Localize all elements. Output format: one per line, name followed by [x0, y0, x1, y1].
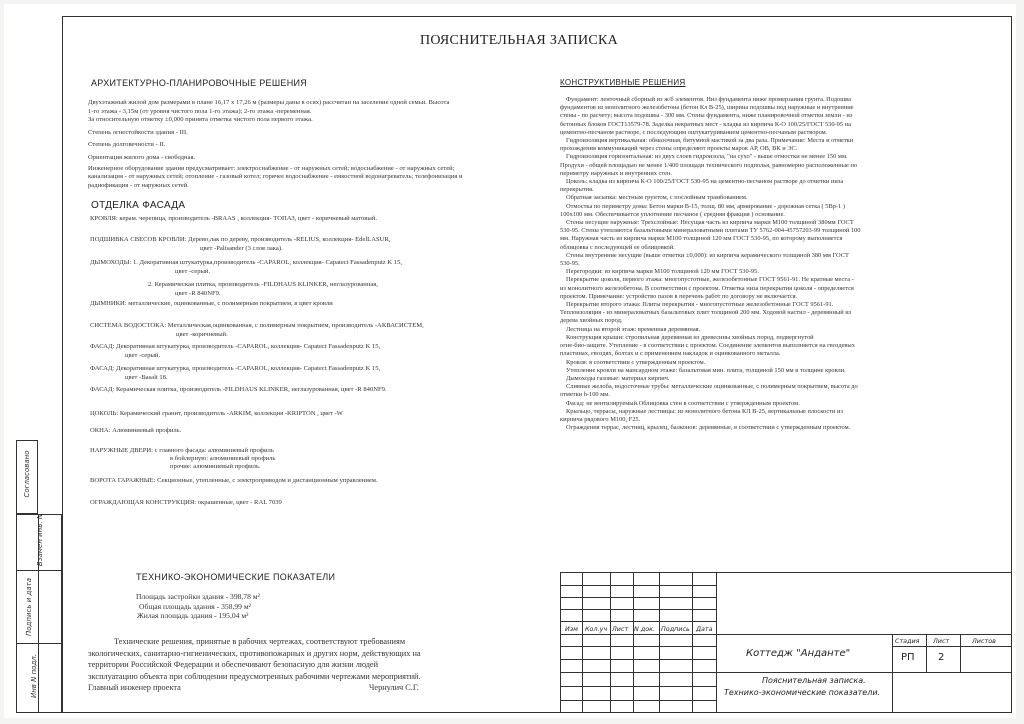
side-label-soglasovano: Согласовано [23, 450, 31, 498]
side-divider [16, 643, 62, 644]
constructive-line: Цоколь: кладка из кирпича К-О 100/25/ГОСТ 530-95 на цементно-песчаном растворе до отметки низа [566, 178, 844, 186]
arch-line: За относительную отметку ±0,000 принята отметка чистого пола первого этажа. [88, 116, 313, 124]
stage-value: РП [901, 652, 915, 663]
facade-plaster-2: ФАСАД: Декоративная штукатурка, производитель -CAPAROL, коллекция- Capatect Fassadenputz K 15, [90, 365, 381, 372]
stamp-line [633, 572, 634, 713]
stamp-line [692, 572, 693, 713]
stamp-line [716, 572, 717, 713]
arch-line: канализация - от наружных сетей; отопление - газовый котел; горячее водоснабжение - емкостной водонагреватель; телефонизация и [88, 173, 463, 181]
constructive-line: Ограждения террас, лестниц, крылец, балконов: деревянные, в соответствии с утвержденным проектом. [566, 424, 851, 432]
constructive-line: Лестница на второй этаж: временная деревянная. [566, 325, 701, 333]
facade-fence: ОГРАЖДАЮЩАЯ КОНСТРУКЦИЯ: окрашенные, цвет - RAL 7039 [90, 499, 282, 506]
facade-plaster-1: ФАСАД: Декоративная штукатурка, производитель -CAPAROL, коллекция- Capatect Fassadenputz K 15, [90, 343, 381, 350]
constructive-line: Теплоизоляция - из минераловатных базальтовых плит толщиной 200 мм. Ходовой настил - деревянный из [560, 309, 852, 317]
arch-line: Ориентация жилого дома - свободная. [88, 153, 196, 161]
constructive-line: Обратная засыпка: местным грунтом, с послойным трамбованием. [566, 194, 748, 202]
stamp-col-izm: Изм [565, 625, 578, 633]
stage-header: Стадия [895, 637, 920, 645]
tep-living-area: Жилая площадь здания - 195,04 м² [137, 611, 249, 621]
stamp-col-ndok: N док. [634, 625, 656, 633]
facade-doors-boiler: в бойлерную: алюминиевый профиль [170, 455, 276, 462]
statement-line: Технические решения, принятые в рабочих чертежах, соответствуют требованиям [114, 637, 406, 646]
stamp-line [610, 572, 611, 713]
constructive-line: Кровля: в соответствии с утвержденным проектом. [566, 358, 706, 366]
statement-line: экологических, санитарно-гигиенических, противопожарных и других норм, действующих на [88, 648, 421, 658]
constructive-line: Утепление кровли на мансардном этаже: базальтовая мин. плита, толщиной 150 мм в толщине кровли. [566, 366, 846, 374]
stamp-line [926, 634, 927, 672]
constructive-text [560, 96, 1000, 432]
document-title: ПОЯСНИТЕЛЬНАЯ ЗАПИСКА [420, 33, 619, 48]
constructive-line: 530-95. Стены утепляются базальтовыми минераловатными плитами ТУ 5762-004-45757203-99 толщиной 100 [560, 227, 861, 235]
stamp-col-podpis: Подпись [661, 625, 690, 633]
stamp-col-list: Лист [612, 625, 629, 633]
constructive-line: перекрытия. [560, 186, 594, 194]
constructive-line: дерева хвойных пород. [560, 317, 623, 325]
constructive-line: периметру наружных и внутренних стен. [560, 169, 673, 177]
constructive-line: Перекрытие цоколя, первого этажа: многопустотные, железобетонные ГОСТ 9561-91. Не кратные места - [566, 276, 854, 284]
side-label-podpis: Подпись и дата [25, 578, 33, 636]
side-divider [16, 570, 62, 571]
constructive-line: облицовка с последующей ее облицовкой. [560, 243, 675, 251]
constructive-line: Стены внутренние несущие (выше отметки ±0,000): из кирпича керамического толщиной 380 мм ГОСТ [566, 251, 849, 259]
sheet-description-2: Технико-экономические показатели. [724, 688, 881, 697]
sheets-header: Листов [972, 637, 996, 645]
arch-line: Степень долговечности - II. [88, 141, 166, 149]
facade-doors-other: прочие: алюминиевый профиль. [170, 463, 261, 470]
constructive-line: цементно-песчаном растворе, с последующим оштукатуриванием цементно-песчаным раствором. [560, 128, 828, 136]
statement-line: территории Российской Федерации и обеспечивают безопасную для жизни людей [88, 660, 379, 670]
constructive-line: Фасад: не вентилируемый.Облицовка стен в соответствии с утвержденным проектом. [566, 399, 800, 407]
constructive-line: из монолитного железобетона. В соответствии с проектом. Отметка низа перекрытия цоколя - определяется [560, 284, 854, 292]
sheet-value: 2 [938, 652, 945, 663]
constructive-line: огне-био-защите. Утепление - в соответствии с проектом. Соединение элементов выполняется на гвоздевых [560, 342, 855, 350]
facade-tile: ФАСАД: Керамическая плитка, производитель -FILDHAUS KLINKER, неглазурованная, цвет -R 840NF9. [90, 386, 387, 393]
stamp-line [659, 572, 660, 713]
constructive-line: Перекрытие второго этажа: Плиты перекрытия - многопустотные железобетонные ГОСТ 9561-91. [566, 301, 834, 309]
facade-eaves: ПОДШИВКА СВЕСОВ КРОВЛИ: Дерево,лак по дереву, производитель -RELIUS, коллекция- EdelLASUR, [90, 236, 391, 243]
statement-line: эксплуатацию объекта при соблюдении предусмотренных рабочими чертежами мероприятий. [88, 671, 421, 681]
arch-line: Двухэтажный жилой дом размерами в плане 16,17 х 17,26 м (размеры даны в осях) рассчитан на заселение одной семьи. Высота [88, 99, 450, 106]
facade-smokers: ДЫМНИКИ: металлические, оцинкованные, с полимерным покрытием, в цвет кровли [90, 300, 333, 307]
constructive-line: Фундамент: ленточный сборный из ж/б элементов. Низ фундамента ниже промерзания грунта. Подошва [566, 96, 851, 103]
constructive-line: Отмостка по периметру дома: Бетон марки В-15, толщ. 80 мм, армирование - дорожная сетка ( 5Вр-1 ) [566, 202, 845, 210]
constructive-line: Крыльцо, террасы, наружные лестницы: из монолитного бетона КЛ В-25, вертикальные плоскости из [566, 407, 843, 415]
sheet-description-1: Пояснительная записка. [762, 676, 866, 685]
constructive-line: Гидроизоляция вертикальная: обмазочная, битумной мастикой за два раза. Примечание: Места и отметки [566, 137, 854, 145]
arch-line: Степень огнестойкости здания - III. [88, 128, 188, 136]
arch-line: Инженерное оборудование здания предусматривает: электроснабжение - от наружных сетей; водоснабжение - от наружных сетей; [88, 164, 455, 172]
facade-heading: ОТДЕЛКА ФАСАДА [91, 200, 186, 211]
arch-line: радиофикация - от наружных сетей. [88, 181, 189, 189]
facade-plaster-2-color: цвет -Basalt 18. [125, 374, 168, 381]
side-label-inv: Инв N подл. [30, 653, 38, 699]
stamp-line [892, 646, 1012, 647]
facade-chimney-color: цвет -серый. [175, 268, 211, 275]
engineer-label: Главный инженер проекта [88, 683, 181, 693]
constructive-line: стены - по расчету; высота подошвы - 300 мм. Стены фундамента, ниже планировочной отметки земли - из [560, 112, 853, 120]
constructive-line: фундаментов из монолитного железобетона (бетон Кл В-25), ширина подошвы под наружные и внутренние [560, 104, 854, 112]
facade-chimney-tile: 2. Керамическая плитка, производитель -FILDHAUS KLINKER, неглазурованная, [148, 281, 378, 288]
arch-heading: АРХИТЕКТУРНО-ПЛАНИРОВОЧНЫЕ РЕШЕНИЯ [91, 78, 308, 88]
stamp-line [716, 634, 1012, 635]
stamp-col-data: Дата [696, 625, 713, 633]
tep-list [137, 592, 260, 621]
stamp-line [960, 634, 961, 672]
constructive-line: Стены несущие наружные: Трехслойные: Несущая часть из кирпича марки М100 толщиной 380мм ГОСТ [566, 219, 854, 227]
facade-plinth: ЦОКОЛЬ: Керамический гранит, производитель -ARKIM, коллекция -KRIPTON , цвет -W [90, 410, 343, 417]
arch-line: 1-го этажа - 3,15м (от уровня чистого пола 1-го этажа); 2-го этажа -переменная. [88, 107, 312, 115]
facade-plaster-1-color: цвет -серый. [125, 352, 161, 359]
stamp-line [582, 572, 583, 713]
stamp-line [560, 672, 1012, 673]
constructive-line: мм. Наружная часть из кирпича марки М100 толщиной 120 мм ГОСТ 530-95, по которому выполняется [560, 235, 843, 243]
facade-garage: ВОРОТА ГАРАЖНЫЕ: Секционные, утепленные, с электроприводом и дистанционным управлением. [90, 477, 378, 484]
sheet-header: Лист [933, 637, 950, 645]
tep-total-area: Общая площадь здания - 358,99 м² [139, 601, 251, 611]
constructive-line: Перегородки: из кирпича марки М100 толщиной 120 мм ГОСТ 530-95. [566, 268, 759, 276]
stamp-line [560, 572, 561, 713]
constructive-line: Гидроизоляция горизонтальная: из двух слоев гидроизола, "на сухо" - выше отмостки не менее 150 мм. [566, 153, 848, 161]
constructive-line: проектом. Примечание: устройство пазов в перечень работ по договору не включается. [560, 292, 798, 300]
facade-chimney: ДЫМОХОДЫ: 1. Декоративная штукатурка,производитель -CAPAROL, коллекция- Capatect Fassadenputz K 15, [90, 259, 403, 266]
facade-doors: НАРУЖНЫЕ ДВЕРИ: с главного фасада: алюминиевый профиль [90, 447, 274, 454]
constructive-line: 100х100 мм. Обеспечивается уплотнение песчаное ( средняя фракция ) основание. [560, 210, 785, 218]
tep-heading: ТЕХНИКО-ЭКОНОМИЧЕСКИЕ ПОКАЗАТЕЛИ [136, 572, 336, 582]
constructive-heading: КОНСТРУКТИВНЫЕ РЕШЕНИЯ [560, 78, 686, 87]
facade-roof: КРОВЛЯ: керам. черепица, производитель -BRAAS , коллекция- ТОПАЗ, цвет - коричневый матовый. [90, 215, 378, 222]
constructive-line: прохождения коммуникаций через стены определяют проекты марок АР, ОВ, ВК и ЭС. [560, 145, 798, 153]
constructive-line: Сливные желоба, водосточные трубы: металлические оцинкованные, с полимерным покрытием, высота до [566, 383, 858, 391]
constructive-line: отметки h-100 мм. [560, 391, 610, 399]
side-label-vzamen: Взамен инв. N [36, 513, 44, 567]
constructive-line: Продухи - общей площадью не менее 1/400 площади технического подполья, равномерно расположенные по [560, 161, 858, 169]
facade-chimney-tile-color: цвет -R 840NF9. [175, 290, 221, 297]
facade-drainage: СИСТЕМА ВОДОСТОКА: Металлическая,оцинкованная, с полимерным покрытием, производитель -АКВАСИСТЕМ, [90, 322, 424, 329]
compliance-statement [88, 636, 558, 694]
facade-windows: ОКНА: Алюминиевый профиль. [90, 427, 182, 434]
constructive-line: 530-95. [560, 260, 580, 268]
constructive-line: Дымоходы газовые: материал кирпич. [566, 374, 670, 382]
engineer-name: Чернулич С.Г. [369, 683, 419, 693]
tep-build-area: Площадь застройки здания - 398,78 м² [136, 592, 260, 601]
project-name: Коттедж "Анданте" [746, 648, 851, 659]
constructive-line: пластинах, гвоздях, болтах и с применением накладок и оцинкованного металла. [560, 350, 781, 358]
facade-eaves-color: цвет -Palisander (3 слоя лака). [200, 245, 283, 252]
constructive-line: бетонных блоков ГОСТ13579-78. Заделка некратных мест - кладка из кирпича К-О 100/25/ГОСТ 530-95 на [560, 120, 851, 128]
arch-text [88, 99, 543, 190]
stamp-col-koluch: Кол.уч [585, 625, 608, 633]
facade-drainage-color: цвет -коричневый. [176, 331, 228, 338]
stamp-line [560, 572, 1012, 573]
constructive-line: кирпича рядового М100, F25. [560, 415, 641, 423]
constructive-line: Конструкция крыши: стропильная деревянная из древесины хвойных пород, подвергнутой [566, 333, 814, 341]
